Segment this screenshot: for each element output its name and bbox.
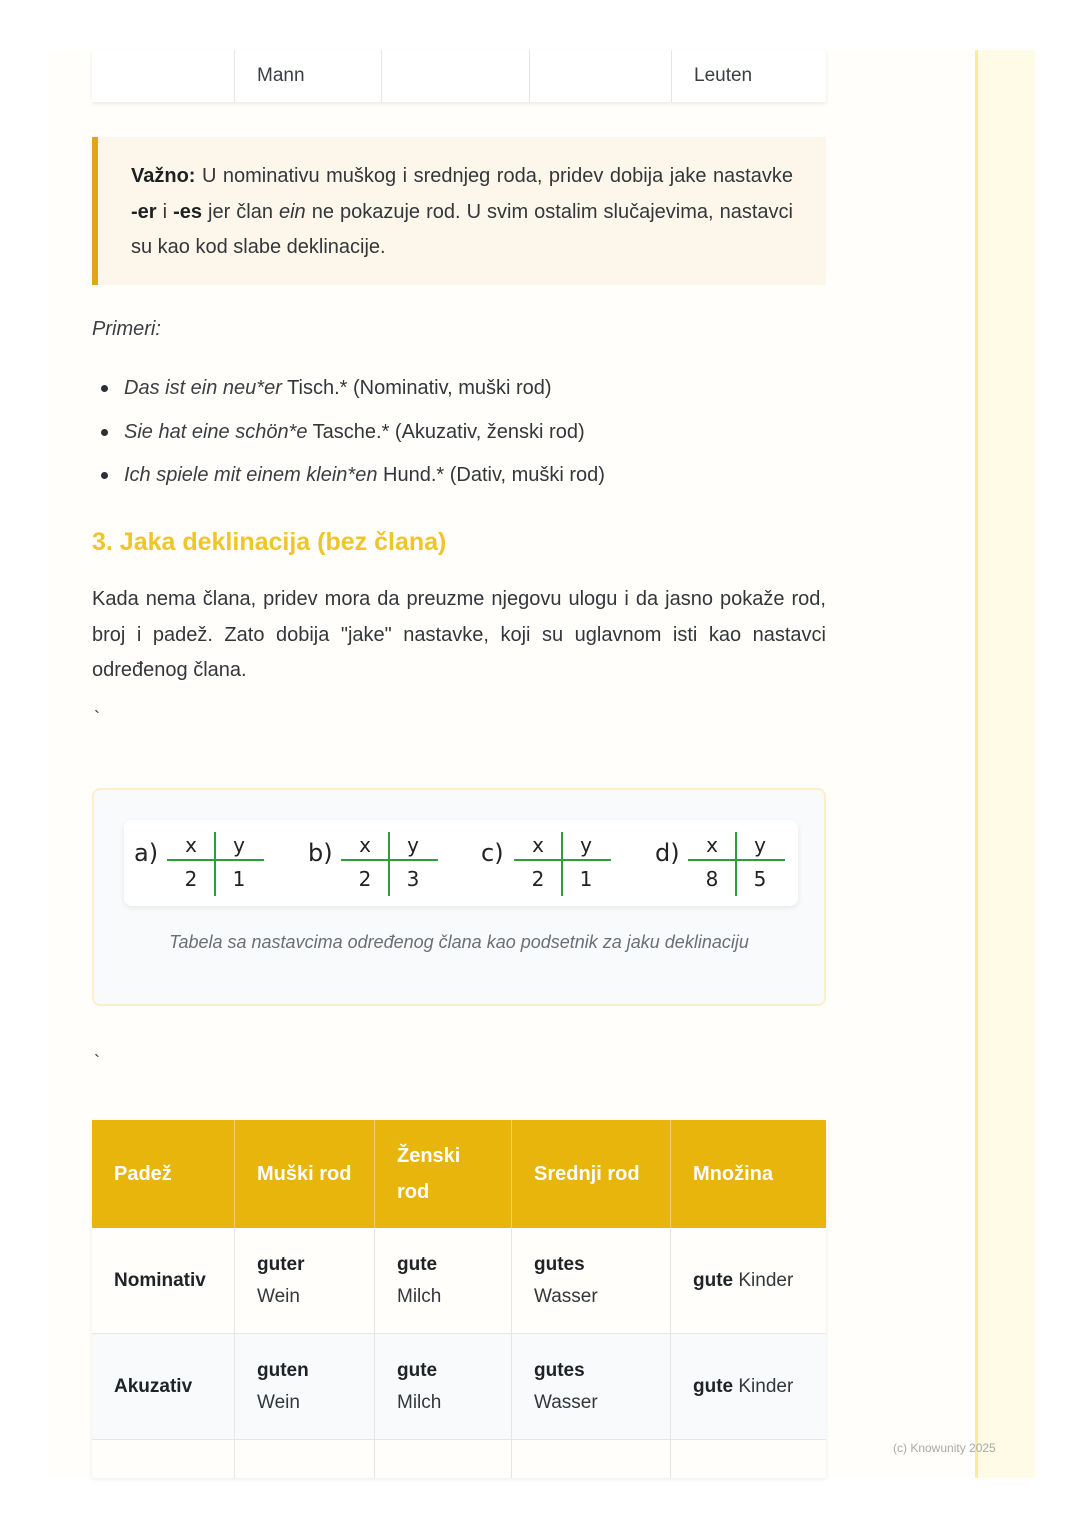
xy-table-label: c) <box>481 839 504 867</box>
xy-table-label: a) <box>134 839 159 867</box>
important-note <box>92 137 826 285</box>
feminine-cell <box>375 1334 512 1440</box>
noun: Wasser <box>534 1285 598 1307</box>
adjective: gute <box>693 1375 734 1397</box>
figure-image <box>124 820 798 906</box>
table-row <box>92 50 826 102</box>
xy-table-x-value: 2 <box>358 867 372 891</box>
plural-cell <box>671 1334 827 1440</box>
noun: Wein <box>257 1285 300 1307</box>
header-masculine: Muški rod <box>235 1120 375 1228</box>
plural-cell <box>671 1228 827 1334</box>
section-paragraph: Kada nema člana, pridev mora da preuzme njegovu ulogu i da jasno pokaže rod, broj i padež. Zato dobija "jake" nastavke, koji su uglavnom isti kao nastavci određenog člana. <box>92 588 826 681</box>
note-word-ein: ein <box>278 200 306 223</box>
xy-table-x-header: x <box>359 833 371 857</box>
table-row <box>92 1334 826 1440</box>
xy-table-x-value: 8 <box>705 867 719 891</box>
adjective: gute <box>693 1269 734 1291</box>
example-rest: Tasche.* (Akuzativ, ženski rod) <box>307 420 585 443</box>
xy-table-x-header: x <box>706 833 718 857</box>
right-margin-strip <box>975 50 1035 1478</box>
adjective: gutes <box>534 1359 585 1381</box>
xy-tables-drawing <box>124 820 798 906</box>
header-feminine: Ženski rod <box>375 1120 512 1228</box>
copyright-notice: (c) Knowunity 2025 <box>893 1441 996 1455</box>
xy-table-x-header: x <box>185 833 197 857</box>
xy-table-label: d) <box>655 839 680 867</box>
note-label: Važno: <box>131 165 196 187</box>
masculine-cell <box>235 1334 375 1440</box>
xy-table-y-header: y <box>407 833 419 857</box>
header-neuter: Srednji rod <box>512 1120 671 1228</box>
neuter-cell <box>512 1334 671 1440</box>
adjective: guter <box>257 1253 305 1275</box>
header-case: Padež <box>92 1120 235 1228</box>
adjective: gutes <box>534 1253 585 1275</box>
section-heading: 3. Jaka deklinacija (bez člana) <box>92 528 447 556</box>
list-item <box>92 412 605 456</box>
neuter-cell <box>512 1228 671 1334</box>
backtick-mark: ` <box>94 708 100 728</box>
strong-declension-table <box>92 1120 826 1478</box>
xy-table-x-value: 2 <box>184 867 198 891</box>
xy-table-y-value: 5 <box>753 867 767 891</box>
table-cell <box>530 50 672 102</box>
noun: Wein <box>257 1391 300 1413</box>
noun: Kinder <box>733 1375 794 1397</box>
adjective: guten <box>257 1359 309 1381</box>
adjective: gute <box>397 1359 438 1381</box>
example-rest: Tisch.* (Nominativ, muški rod) <box>281 377 552 399</box>
example-italic: Sie hat eine schön*e <box>124 420 308 443</box>
xy-table-y-value: 1 <box>232 867 246 891</box>
note-text: ne pokazuje rod. U svim ostalim slučajevima, nastavci su kao kod slabe deklinacije. <box>131 200 793 258</box>
table-cell <box>671 1440 827 1479</box>
figure-box <box>92 788 826 1006</box>
xy-table-y-header: y <box>580 833 592 857</box>
example-rest: Hund.* (Dativ, muški rod) <box>377 464 605 486</box>
table-row-cut <box>92 1440 826 1479</box>
feminine-cell <box>375 1228 512 1334</box>
note-text: i <box>156 200 174 223</box>
table-cell <box>235 1440 375 1479</box>
noun: Kinder <box>733 1269 794 1291</box>
xy-table-x-header: x <box>532 833 544 857</box>
case-cell: Akuzativ <box>92 1334 235 1440</box>
xy-table-y-value: 1 <box>579 867 593 891</box>
examples-title: Primeri: <box>92 318 161 340</box>
masculine-cell <box>235 1228 375 1334</box>
xy-table-y-header: y <box>233 833 245 857</box>
example-italic: Ich spiele mit einem klein*en <box>124 464 378 486</box>
noun: Milch <box>397 1391 442 1413</box>
xy-table-x-value: 2 <box>531 867 545 891</box>
list-item <box>92 455 605 499</box>
examples-list <box>92 368 605 499</box>
note-ending-es: -es <box>173 200 202 223</box>
adjective: gute <box>397 1253 438 1275</box>
xy-table-label: b) <box>308 839 333 867</box>
header-plural: Množina <box>671 1120 827 1228</box>
table-cell <box>92 1440 235 1479</box>
list-item <box>92 368 605 412</box>
figure-caption: Tabela sa nastavcima određenog člana kao podsetnik za jaku deklinaciju <box>169 932 749 952</box>
table-cell <box>375 1440 512 1479</box>
table-cell <box>512 1440 671 1479</box>
table-cell: Mann <box>235 50 382 102</box>
table-row <box>92 1228 826 1334</box>
noun: Milch <box>397 1285 442 1307</box>
backtick-mark: ` <box>94 1052 100 1072</box>
case-cell: Nominativ <box>92 1228 235 1334</box>
note-text: U nominativu muškog i srednjeg roda, pridev dobija jake nastavke <box>195 165 793 187</box>
note-text: jer član <box>201 200 279 223</box>
xy-table-y-header: y <box>754 833 766 857</box>
note-ending-er: -er <box>131 200 157 223</box>
table-cell: Leuten <box>694 65 753 86</box>
noun: Wasser <box>534 1391 598 1413</box>
example-italic: Das ist ein neu*er <box>124 377 282 399</box>
table-cell <box>382 50 530 102</box>
table-cell <box>92 50 235 102</box>
previous-table-fragment <box>92 50 826 102</box>
table-header-row <box>92 1120 826 1228</box>
xy-table-y-value: 3 <box>406 867 420 891</box>
